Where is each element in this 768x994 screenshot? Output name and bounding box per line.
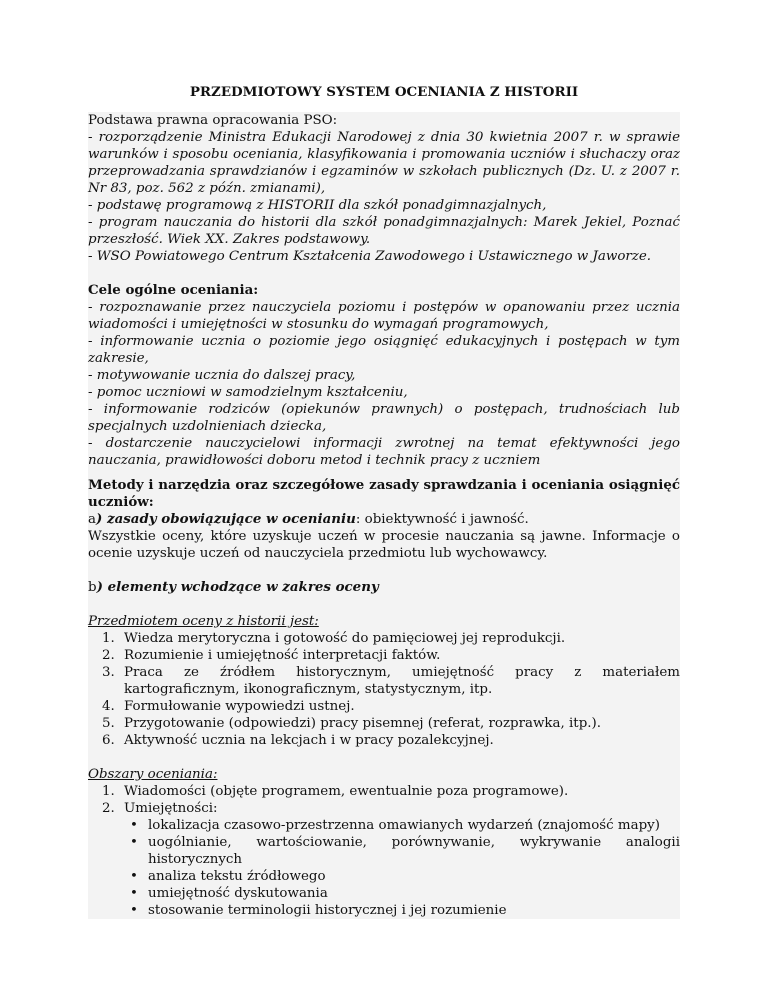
list-text: Formułowanie wypowiedzi ustnej.	[124, 699, 355, 714]
goals-heading: Cele ogólne oceniania:	[88, 282, 259, 298]
basis-item: - WSO Powiatowego Centrum Kształcenia Zawodowego i Ustawicznego w Jaworze.	[88, 249, 652, 264]
document-title: PRZEDMIOTOWY SYSTEM OCENIANIA Z HISTORII	[88, 80, 680, 112]
list-item	[88, 664, 680, 698]
list-text: Rozumienie i umiejętność interpretacji faktów.	[124, 648, 441, 663]
list-text: umiejętność dyskutowania	[148, 886, 328, 901]
list-text: Przygotowanie (odpowiedzi) pracy pisemnej (referat, rozprawka, itp.).	[124, 716, 602, 731]
methods-a-prefix: a	[88, 512, 96, 527]
list-item	[88, 783, 680, 800]
list-number: 5.	[102, 716, 115, 731]
list-item	[88, 817, 680, 834]
subject-list	[88, 630, 680, 749]
list-item	[88, 647, 680, 664]
list-item	[88, 630, 680, 647]
goals-item: - pomoc uczniowi w samodzielnym kształceniu,	[88, 385, 408, 400]
bullet-icon: •	[130, 835, 138, 850]
list-text: Umiejętności:	[124, 801, 218, 816]
goals-item: - dostarczenie nauczycielowi informacji zwrotnej na temat efektywności jego nauczania, prawidłowości doboru metod i technik pracy z uczniem	[88, 436, 680, 468]
list-number: 2.	[102, 801, 115, 816]
bullet-icon: •	[130, 869, 138, 884]
areas-list	[88, 783, 680, 817]
goals-item: - informowanie ucznia o poziomie jego osiągnięć edukacyjnych i postępach w tym zakresie,	[88, 334, 680, 366]
subject-heading: Przedmiotem oceny z historii jest:	[88, 614, 319, 629]
basis-heading: Podstawa prawna opracowania PSO:	[88, 113, 338, 128]
bullet-icon: •	[130, 886, 138, 901]
methods-b-line	[88, 579, 680, 596]
list-item	[88, 902, 680, 919]
areas-heading: Obszary oceniania:	[88, 767, 218, 782]
list-text: uogólnianie, wartościowanie, porównywanie, wykrywanie analogii historycznych	[148, 835, 680, 867]
list-number: 2.	[102, 648, 115, 663]
list-text: lokalizacja czasowo-przestrzenna omawianych wydarzeń (znajomość mapy)	[148, 818, 660, 833]
methods-a-line	[88, 511, 680, 528]
basis-item: - program nauczania do historii dla szkół ponadgimnazjalnych: Marek Jekiel, Poznać przeszłość. Wiek XX. Zakres podstawowy.	[88, 215, 680, 247]
list-text: Wiedza merytoryczna i gotowość do pamięciowej jej reprodukcji.	[124, 631, 566, 646]
basis-item: - podstawę programową z HISTORII dla szkół ponadgimnazjalnych,	[88, 198, 547, 213]
list-number: 6.	[102, 733, 115, 748]
list-number: 3.	[102, 665, 115, 680]
list-item	[88, 698, 680, 715]
methods-a-text: : obiektywność i jawność.	[355, 512, 529, 527]
basis-item: - rozporządzenie Ministra Edukacji Narodowej z dnia 30 kwietnia 2007 r. w sprawie warunków i sposobu oceniania, klasyfikowania i promowania uczniów i słuchaczy oraz przeprowadzania sprawdzianów i egzaminów w szkołach publicznych (Dz. U. z 2007 r. Nr 83, poz. 562 z późn. zmianami),	[88, 130, 680, 196]
goals-item: - informowanie rodziców (opiekunów prawnych) o postępach, trudnościach lub specjalnych uzdolnieniach dziecka,	[88, 402, 680, 434]
skills-list	[88, 817, 680, 919]
list-item	[88, 834, 680, 868]
list-text: Praca ze źródłem historycznym, umiejętność pracy z materiałem kartograficznym, ikonograficznym, statystycznym, itp.	[124, 665, 680, 697]
list-item	[88, 732, 680, 749]
methods-heading: Metody i narzędzia oraz szczegółowe zasady sprawdzania i oceniania osiągnięć uczniów:	[88, 477, 680, 510]
list-text: analiza tekstu źródłowego	[148, 869, 326, 884]
list-text: Aktywność ucznia na lekcjach i w pracy pozalekcyjnej.	[124, 733, 494, 748]
methods-a-paragraph: Wszystkie oceny, które uzyskuje uczeń w procesie nauczania są jawne. Informacje o ocenie uzyskuje uczeń od nauczyciela przedmiotu lub wychowawcy.	[88, 529, 680, 561]
list-number: 4.	[102, 699, 115, 714]
bullet-icon: •	[130, 903, 138, 918]
list-number: 1.	[102, 784, 115, 799]
list-item	[88, 868, 680, 885]
list-number: 1.	[102, 631, 115, 646]
goals-item: - motywowanie ucznia do dalszej pracy,	[88, 368, 356, 383]
list-text: Wiadomości (objęte programem, ewentualnie poza programowe).	[124, 784, 569, 799]
list-item	[88, 715, 680, 732]
methods-a-label: ) zasady obowiązujące w ocenianiu	[95, 511, 356, 527]
list-text: stosowanie terminologii historycznej i jej rozumienie	[148, 903, 507, 918]
methods-b-label: ) elementy wchodzące w zakres oceny	[96, 579, 379, 595]
bullet-icon: •	[130, 818, 138, 833]
list-item	[88, 800, 680, 817]
goals-item: - rozpoznawanie przez nauczyciela poziomu i postępów w opanowaniu przez ucznia wiadomości i umiejętności w stosunku do wymagań programowych,	[88, 300, 680, 332]
document-content	[88, 80, 680, 919]
list-item	[88, 885, 680, 902]
methods-b-prefix: b	[88, 580, 97, 595]
